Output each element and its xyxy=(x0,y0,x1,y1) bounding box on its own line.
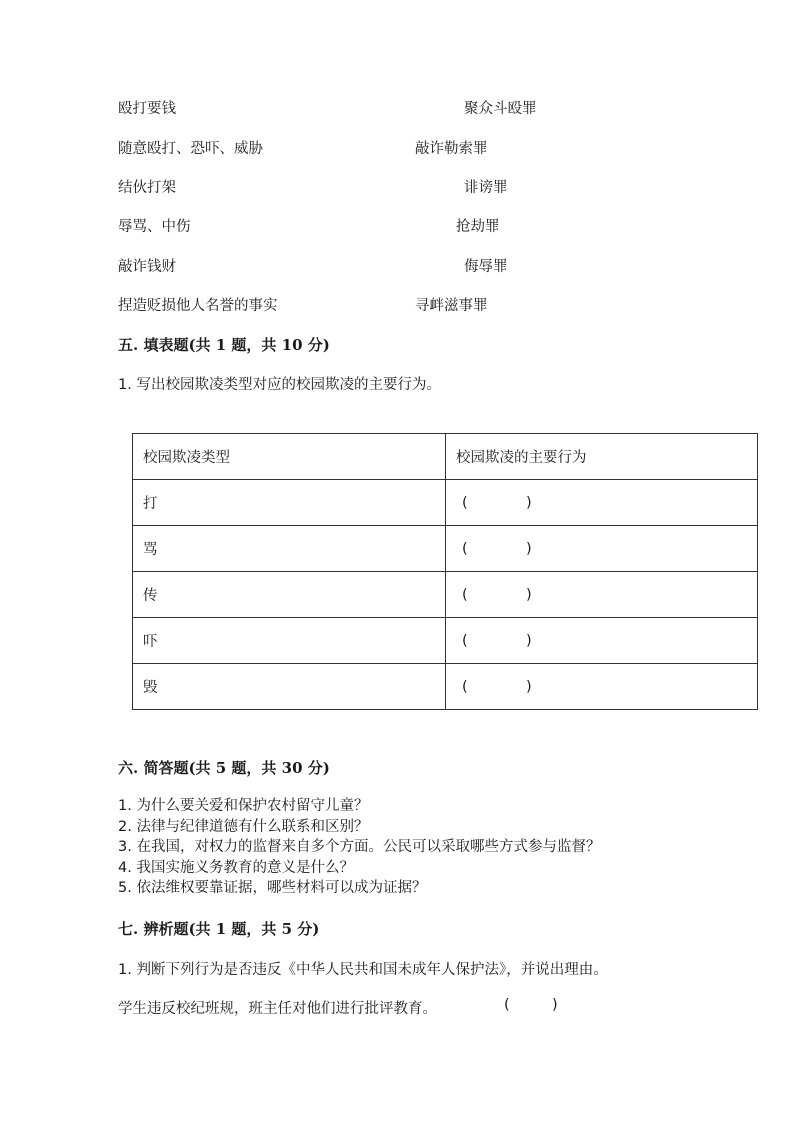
match-right-3: 诽谤罪 xyxy=(464,180,508,196)
table-cell-answer[interactable] xyxy=(446,618,758,664)
match-right-2: 敲诈勒索罪 xyxy=(415,141,488,157)
table-row xyxy=(133,526,758,572)
table-cell-answer[interactable] xyxy=(446,526,758,572)
section7-question: 1. 判断下列行为是否违反《中华人民共和国未成年人保护法》，并说出理由。 xyxy=(118,962,608,978)
section6-heading: 六. 简答题(共 5 题，共 30 分) xyxy=(118,759,330,777)
table-cell-type: 毁 xyxy=(133,664,446,710)
table-cell-type: 骂 xyxy=(133,526,446,572)
match-left-5: 敲诈钱财 xyxy=(118,259,176,275)
table-cell-answer[interactable] xyxy=(446,664,758,710)
answer-close-paren: ) xyxy=(526,586,532,603)
section5-heading: 五. 填表题(共 1 题，共 10 分) xyxy=(118,336,330,354)
section7-statement: 学生违反校纪班规，班主任对他们进行批评教育。 xyxy=(118,1001,437,1017)
match-right-4: 抢劫罪 xyxy=(456,219,500,235)
table-header-type: 校园欺凌类型 xyxy=(133,434,446,480)
table-cell-answer[interactable] xyxy=(446,572,758,618)
list-item: 2. 法律与纪律道德有什么联系和区别？ xyxy=(118,818,369,835)
table-row xyxy=(133,572,758,618)
table-cell-type: 吓 xyxy=(133,618,446,664)
table-row xyxy=(133,480,758,526)
match-left-4: 辱骂、中伤 xyxy=(118,219,191,235)
match-left-1: 殴打要钱 xyxy=(118,101,176,117)
match-left-6: 捏造贬损他人名誉的事实 xyxy=(118,298,278,314)
table-header-behavior: 校园欺凌的主要行为 xyxy=(446,434,758,480)
answer-open-paren: ( xyxy=(462,494,468,511)
match-right-1: 聚众斗殴罪 xyxy=(464,101,537,117)
table-row xyxy=(133,618,758,664)
table-cell-type: 打 xyxy=(133,480,446,526)
list-item: 4. 我国实施义务教育的意义是什么？ xyxy=(118,859,354,876)
bullying-table xyxy=(132,433,758,710)
list-item: 3. 在我国，对权力的监督来自多个方面。公民可以采取哪些方式参与监督？ xyxy=(118,839,601,855)
answer-close-paren: ) xyxy=(526,494,532,511)
answer-open-paren: ( xyxy=(462,540,468,557)
section5-question: 1. 写出校园欺凌类型对应的校园欺凌的主要行为。 xyxy=(118,377,441,393)
answer-close-paren: ) xyxy=(526,540,532,557)
list-item: 5. 依法维权要靠证据，哪些材料可以成为证据？ xyxy=(118,880,427,896)
answer-open-paren: ( xyxy=(462,678,468,695)
table-row xyxy=(133,664,758,710)
list-item: 1. 为什么要关爱和保护农村留守儿童？ xyxy=(118,798,369,814)
short-answer-list xyxy=(118,796,600,899)
match-right-6: 寻衅滋事罪 xyxy=(415,298,488,314)
section7-answer-close-paren: ) xyxy=(552,997,558,1013)
match-left-3: 结伙打架 xyxy=(118,180,176,196)
answer-close-paren: ) xyxy=(526,632,532,649)
answer-close-paren: ) xyxy=(526,678,532,695)
match-right-5: 侮辱罪 xyxy=(464,259,508,275)
section7-answer-open-paren[interactable]: ( xyxy=(504,997,510,1013)
match-left-2: 随意殴打、恐吓、威胁 xyxy=(118,141,263,157)
table-cell-type: 传 xyxy=(133,572,446,618)
section7-heading: 七. 辨析题(共 1 题，共 5 分) xyxy=(118,920,320,938)
answer-open-paren: ( xyxy=(462,586,468,603)
table-cell-answer[interactable] xyxy=(446,480,758,526)
table-header-row xyxy=(133,434,758,480)
answer-open-paren: ( xyxy=(462,632,468,649)
